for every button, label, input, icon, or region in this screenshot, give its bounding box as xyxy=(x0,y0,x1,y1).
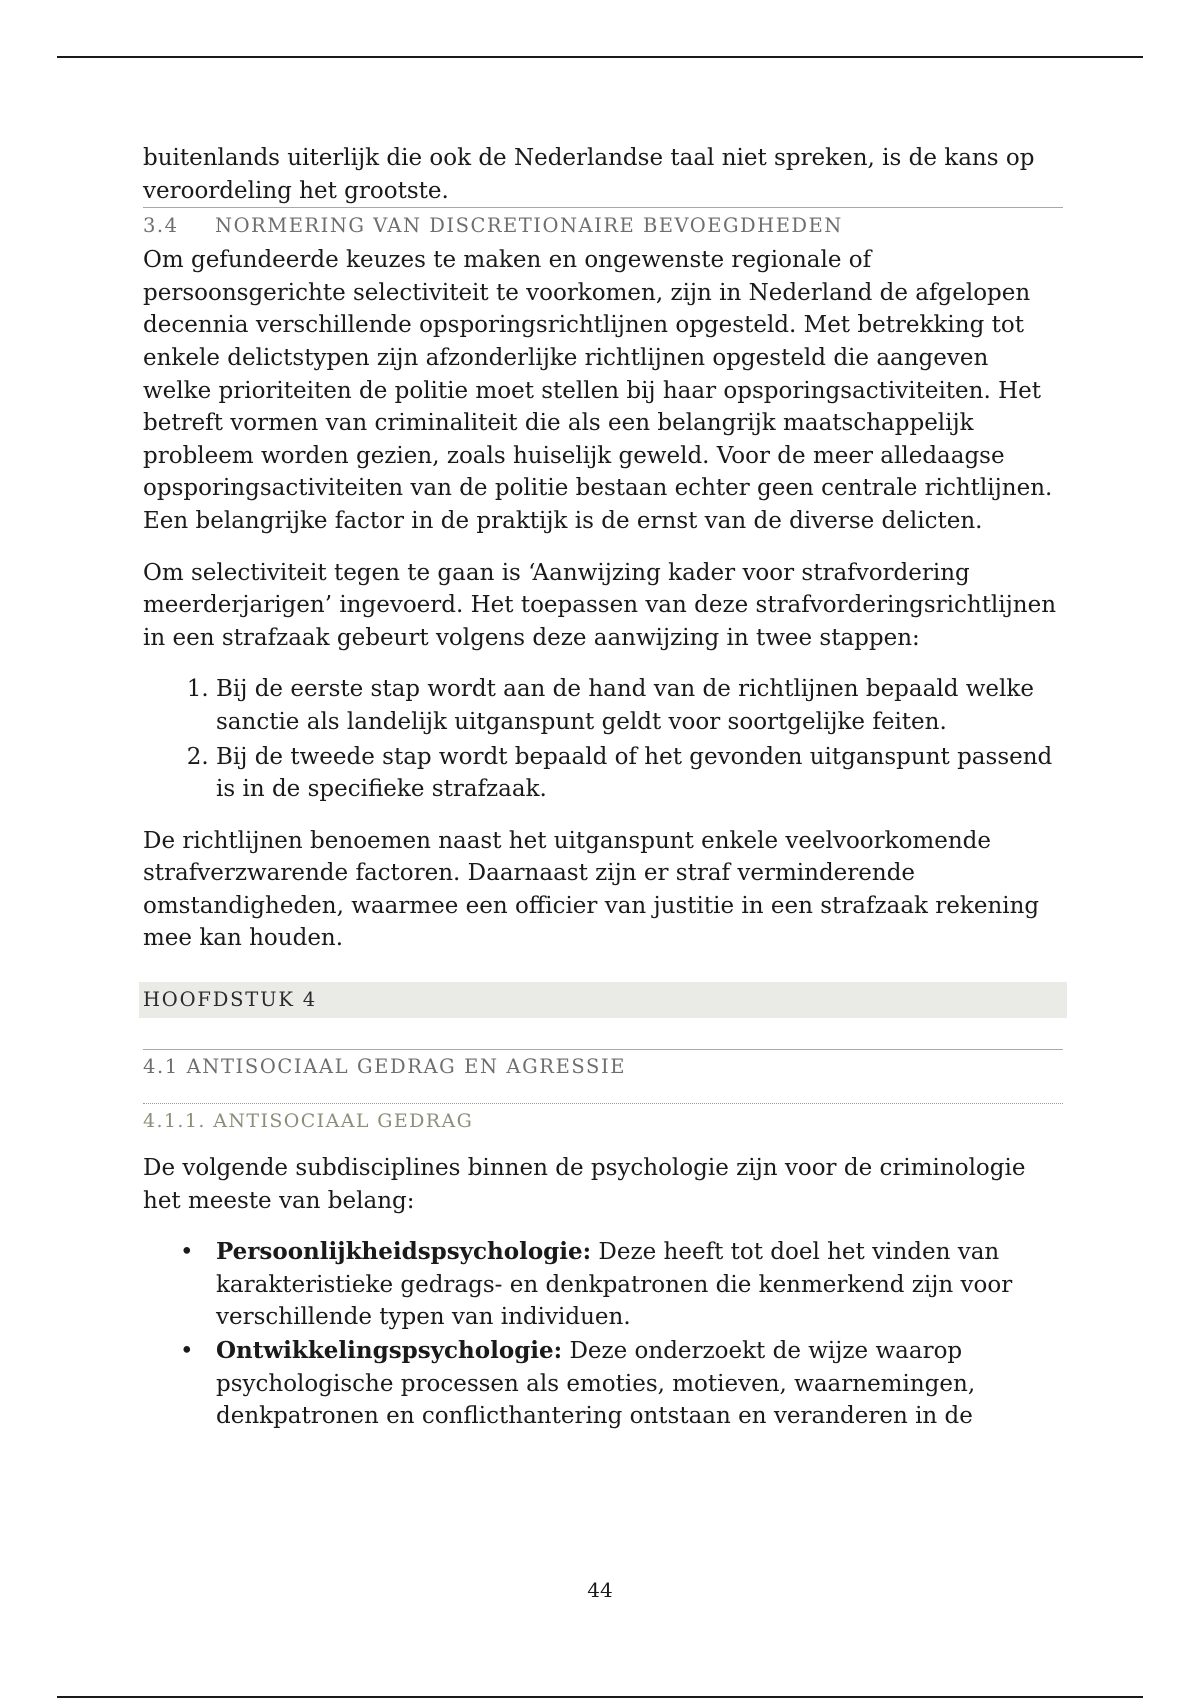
list-item-term: Ontwikkelingspsychologie: xyxy=(216,1337,563,1365)
section-number: 3.4 xyxy=(143,214,179,238)
steps-list xyxy=(143,673,1063,805)
section-heading-3-4 xyxy=(143,207,1063,244)
page-number: 44 xyxy=(587,1578,613,1602)
continuation-paragraph: buitenlands uiterlijk die ook de Nederlandse taal niet spreken, is de kans op veroordeling het grootste. xyxy=(143,145,1035,204)
page-content xyxy=(143,142,1063,1433)
list-item: 2. Bij de tweede stap wordt bepaald of het gevonden uitganspunt passend is in de specifieke strafzaak. xyxy=(216,741,1063,806)
list-item: 1. Bij de eerste stap wordt aan de hand van de richtlijnen bepaald welke sanctie als landelijk uitganspunt geldt voor soortgelijke feiten. xyxy=(216,673,1063,738)
list-item-term: Persoonlijkheidspsychologie: xyxy=(216,1238,592,1266)
list-item xyxy=(180,1335,1063,1433)
paragraph-subdisciplines: De volgende subdisciplines binnen de psychologie zijn voor de criminologie het meeste van belang: xyxy=(143,1155,1026,1214)
subsection-heading-4-1-1: 4.1.1. ANTISOCIAAL GEDRAG xyxy=(143,1103,1063,1138)
header-rule xyxy=(57,56,1143,58)
disciplines-list xyxy=(143,1236,1063,1433)
paragraph-factoren: De richtlijnen benoemen naast het uitganspunt enkele veelvoorkomende strafverzwarende factoren. Daarnaast zijn er straf verminderende omstandigheden, waarmee een officier van justitie in een strafzaak rekening mee kan houden. xyxy=(143,827,1040,952)
paragraph-aanwijzing: Om selectiviteit tegen te gaan is ‘Aanwijzing kader voor strafvordering meerderjarigen’ ingevoerd. Het toepassen van deze strafvorderingsrichtlijnen in een strafzaak gebeurt volgens deze aanwijzing in twee stappen: xyxy=(143,559,1057,651)
bullet-icon: • xyxy=(180,1338,194,1365)
section-heading-4-1: 4.1 ANTISOCIAAL GEDRAG EN AGRESSIE xyxy=(143,1049,1063,1085)
list-item xyxy=(180,1236,1063,1334)
chapter-heading: HOOFDSTUK 4 xyxy=(139,982,1067,1018)
footer-rule xyxy=(57,1696,1143,1698)
list-item-text: Deze heeft tot doel het vinden van karakteristieke gedrags- en denkpatronen die kenmerkend zijn voor verschillende typen van individuen. xyxy=(216,1239,1013,1331)
bullet-icon: • xyxy=(180,1239,194,1266)
list-item-text: Deze onderzoekt de wijze waarop psychologische processen als emoties, motieven, waarnemingen, denkpatronen en conflicthantering ontstaan en veranderen in de xyxy=(216,1338,976,1430)
section-title: NORMERING VAN DISCRETIONAIRE BEVOEGDHEDEN xyxy=(215,214,843,238)
paragraph-richtlijnen: Om gefundeerde keuzes te maken en ongewenste regionale of persoonsgerichte selectiviteit te voorkomen, zijn in Nederland de afgelopen decennia verschillende opsporingsrichtlijnen opgesteld. Met betrekking tot enkele delictstypen zijn afzonderlijke richtlijnen opgesteld die aangeven welke prioriteiten de politie moet stellen bij haar opsporingsactiviteiten. Het betreft vormen van criminaliteit die als een belangrijk maatschappelijk probleem worden gezien, zoals huiselijk geweld. Voor de meer alledaagse opsporingsactiviteiten van de politie bestaan echter geen centrale richtlijnen. Een belangrijke factor in de praktijk is de ernst van de diverse delicten. xyxy=(143,247,1053,534)
